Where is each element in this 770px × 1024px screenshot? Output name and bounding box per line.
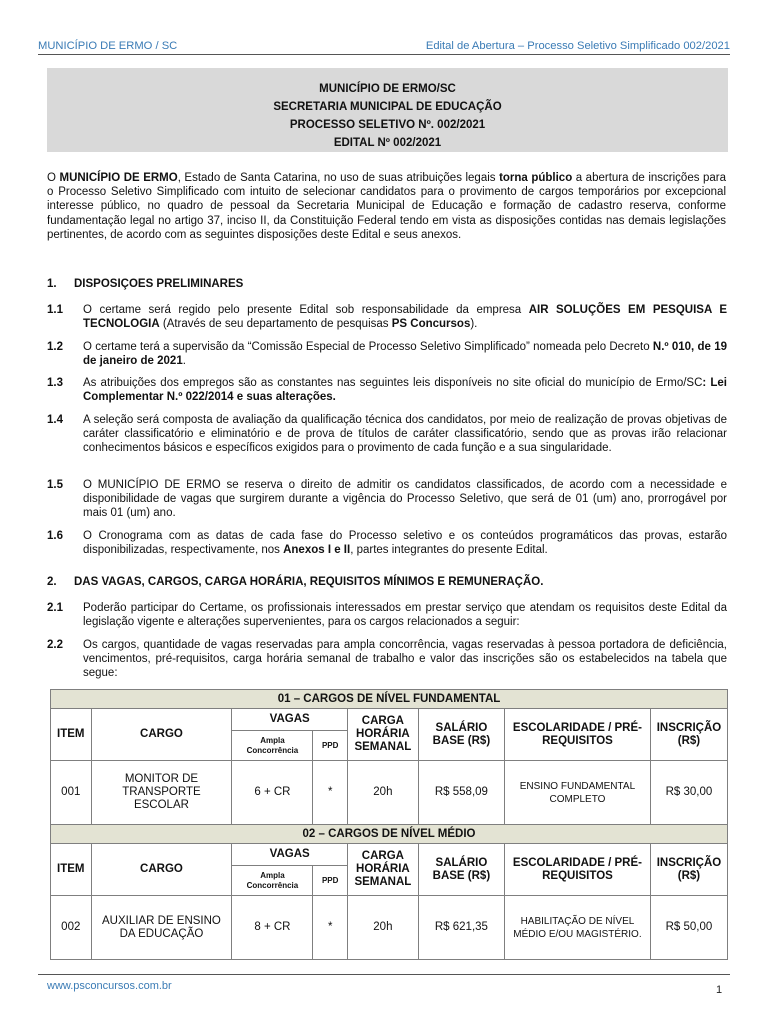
header-ppd: PPD: [313, 866, 347, 896]
footer-website[interactable]: www.psconcursos.com.br: [47, 980, 172, 992]
title-line-secretaria: SECRETARIA MUNICIPAL DE EDUCAÇÃO: [273, 101, 502, 113]
header-ampla: Ampla Concorrência: [232, 866, 313, 896]
section-1-title: DISPOSIÇOES PRELIMINARES: [74, 278, 244, 290]
item-1-6: [47, 529, 727, 557]
intro-prefix: O: [47, 172, 60, 184]
item-1-3: [47, 376, 727, 404]
table-row: [51, 761, 728, 825]
item-number: 1.5: [47, 479, 63, 491]
item-text: O MUNICÍPIO DE ERMO se reserva o direito de admitir os candidatos classificados, de acordo com a necessidade e disponibilidade de vagas que surgirem durante a vigência do Processo Seletivo, que será de 01 (um) ano, prorrogável por mais 01 (um) ano.: [83, 479, 727, 520]
item-text: A seleção será composta de avaliação da qualificação técnica dos candidatos, por meio de realização de provas objetivas de caráter classificatório e eliminatório e de prova de títulos de caráter classificatório, sendo que as provas irão relacionar conhecimentos básicos e específicos exigidos para o provimento de cada função e a sua singularidade.: [83, 414, 727, 455]
item-1-4: [47, 413, 727, 456]
section-2-number: 2.: [47, 576, 57, 588]
item-text: O certame será regido pelo presente Edital sob responsabilidade da empresa: [83, 304, 529, 316]
item-text: .: [182, 355, 186, 368]
header-item: ITEM: [51, 709, 92, 761]
header-inscricao: INSCRIÇÃO (R$): [650, 844, 727, 896]
item-number: 1.4: [47, 414, 63, 426]
item-text: , partes integrantes do presente Edital.: [350, 544, 548, 557]
header-escolaridade: ESCOLARIDADE / PRÉ-REQUISITOS: [504, 709, 650, 761]
item-number: 1.2: [47, 341, 63, 353]
item-number: 2.1: [47, 602, 63, 614]
cell-item: 001: [51, 761, 92, 825]
header-item: ITEM: [51, 844, 92, 896]
table-header-row: [51, 709, 728, 731]
table-row: [51, 896, 728, 960]
cell-carga: 20h: [347, 761, 418, 825]
cell-ppd: *: [313, 896, 347, 960]
item-bold-ps: PS Concursos: [391, 318, 471, 331]
section-1-number: 1.: [47, 278, 57, 290]
header-salario: SALÁRIO BASE (R$): [418, 709, 504, 761]
title-line-processo: PROCESSO SELETIVO Nº. 002/2021: [289, 119, 486, 131]
vacancies-table: [50, 689, 728, 960]
item-text: ).: [470, 318, 478, 331]
cell-salario: R$ 558,09: [418, 761, 504, 825]
item-bold-anexos: Anexos I e II: [283, 544, 351, 557]
cell-ampla: 6 + CR: [232, 761, 313, 825]
cell-inscricao: R$ 50,00: [650, 896, 727, 960]
group-title-fundamental: 01 – CARGOS DE NÍVEL FUNDAMENTAL: [51, 690, 728, 709]
running-header-right: Edital de Abertura – Processo Seletivo Simplificado 002/2021: [425, 40, 730, 52]
title-box: [47, 68, 728, 152]
intro-bold-torna-publico: torna público: [499, 172, 573, 184]
item-1-2: [47, 340, 727, 368]
table-header-row: [51, 844, 728, 866]
page-number: 1: [716, 984, 723, 996]
item-text: Os cargos, quantidade de vagas reservadas para ampla concorrência, vagas reservadas à pessoa portadora de deficiência, vencimentos, pré-requisitos, carga horária semanal de trabalho e valor das inscrições são os estabelecidos na tabela que segue:: [83, 639, 727, 680]
cell-escolaridade: HABILITAÇÃO DE NÍVEL MÉDIO E/OU MAGISTÉRIO.: [504, 896, 650, 960]
cell-escolaridade: ENSINO FUNDAMENTAL COMPLETO: [504, 761, 650, 825]
header-carga: CARGA HORÁRIA SEMANAL: [347, 844, 418, 896]
header-cargo: CARGO: [91, 844, 232, 896]
item-text: O certame terá a supervisão da “Comissão Especial de Processo Seletivo Simplificado” nomeada pelo Decreto: [83, 341, 653, 353]
cell-cargo: MONITOR DE TRANSPORTE ESCOLAR: [91, 761, 232, 825]
cell-item: 002: [51, 896, 92, 960]
intro-paragraph: [47, 171, 726, 242]
intro-suffix: a abertura de inscrições para o Processo Seletivo Simplificado com intuito de selecionar candidatos para o provimento de cargos temporários por excepcional interesse público, no quadro de pessoal da Secretaria Municipal de Educação e formação de cadastro reserva, conforme fundamentação legal no artigo 37, inciso II, da Constituição Federal tendo em vista as disposições contidas nas demais legislações pertinentes, de acordo com as seguintes disposições deste Edital e seus anexos.: [47, 172, 727, 241]
intro-bold-municipio: MUNICÍPIO DE ERMO: [59, 172, 178, 184]
group-title-medio: 02 – CARGOS DE NÍVEL MÉDIO: [51, 825, 728, 844]
group-header-fundamental: [51, 690, 728, 709]
header-salario: SALÁRIO BASE (R$): [418, 844, 504, 896]
section-1-heading: [47, 278, 727, 290]
header-escolaridade: ESCOLARIDADE / PRÉ-REQUISITOS: [504, 844, 650, 896]
cell-carga: 20h: [347, 896, 418, 960]
item-number: 1.6: [47, 530, 63, 542]
title-line-edital: EDITAL Nº 002/2021: [333, 137, 442, 149]
footer-divider: [38, 974, 730, 975]
section-2-title: DAS VAGAS, CARGOS, CARGA HORÁRIA, REQUISITOS MÍNIMOS E REMUNERAÇÃO.: [74, 576, 544, 588]
header-vagas: VAGAS: [232, 844, 348, 866]
cell-ampla: 8 + CR: [232, 896, 313, 960]
header-inscricao: INSCRIÇÃO (R$): [650, 709, 727, 761]
header-carga: CARGA HORÁRIA SEMANAL: [347, 709, 418, 761]
item-text: O Cronograma com as datas de cada fase do Processo seletivo e os conteúdos programáticos das provas, estarão disponibilizadas, respectivamente, nos: [83, 530, 727, 557]
group-header-medio: [51, 825, 728, 844]
title-line-municipio: MUNICÍPIO DE ERMO/SC: [319, 83, 456, 95]
item-number: 1.3: [47, 377, 63, 389]
item-number: 1.1: [47, 304, 63, 316]
item-bold-lei: : Lei Complementar N.º 022/2014 e suas alterações.: [83, 377, 728, 404]
header-ampla: Ampla Concorrência: [232, 731, 313, 761]
running-header: [38, 40, 730, 55]
item-1-1: [47, 303, 727, 331]
cell-cargo: AUXILIAR DE ENSINO DA EDUCAÇÃO: [91, 896, 232, 960]
item-2-1: [47, 601, 727, 629]
section-2-heading: [47, 576, 727, 588]
item-2-2: [47, 638, 727, 681]
intro-mid: , Estado de Santa Catarina, no uso de suas atribuições legais: [177, 172, 500, 184]
item-bold-company: AIR SOLUÇÕES EM PESQUISA E TECNOLOGIA: [83, 304, 727, 331]
item-text: Poderão participar do Certame, os profissionais interessados em prestar serviço que atendam os requisitos deste Edital da legislação vigente e alterações supervenientes, para os cargos relacionados a seguir:: [83, 602, 727, 629]
header-vagas: VAGAS: [232, 709, 348, 731]
cell-ppd: *: [313, 761, 347, 825]
item-number: 2.2: [47, 639, 63, 651]
header-ppd: PPD: [313, 731, 347, 761]
item-text: (Através de seu departamento de pesquisas: [159, 318, 392, 331]
item-bold-decreto: N.º 010, de 19 de janeiro de 2021: [83, 341, 727, 368]
item-1-5: [47, 478, 727, 521]
cell-inscricao: R$ 30,00: [650, 761, 727, 825]
item-text: As atribuições dos empregos são as constantes nas seguintes leis disponíveis no site oficial do município de Ermo/SC: [83, 377, 703, 389]
running-header-left: MUNICÍPIO DE ERMO / SC: [38, 40, 178, 52]
header-cargo: CARGO: [91, 709, 232, 761]
cell-salario: R$ 621,35: [418, 896, 504, 960]
